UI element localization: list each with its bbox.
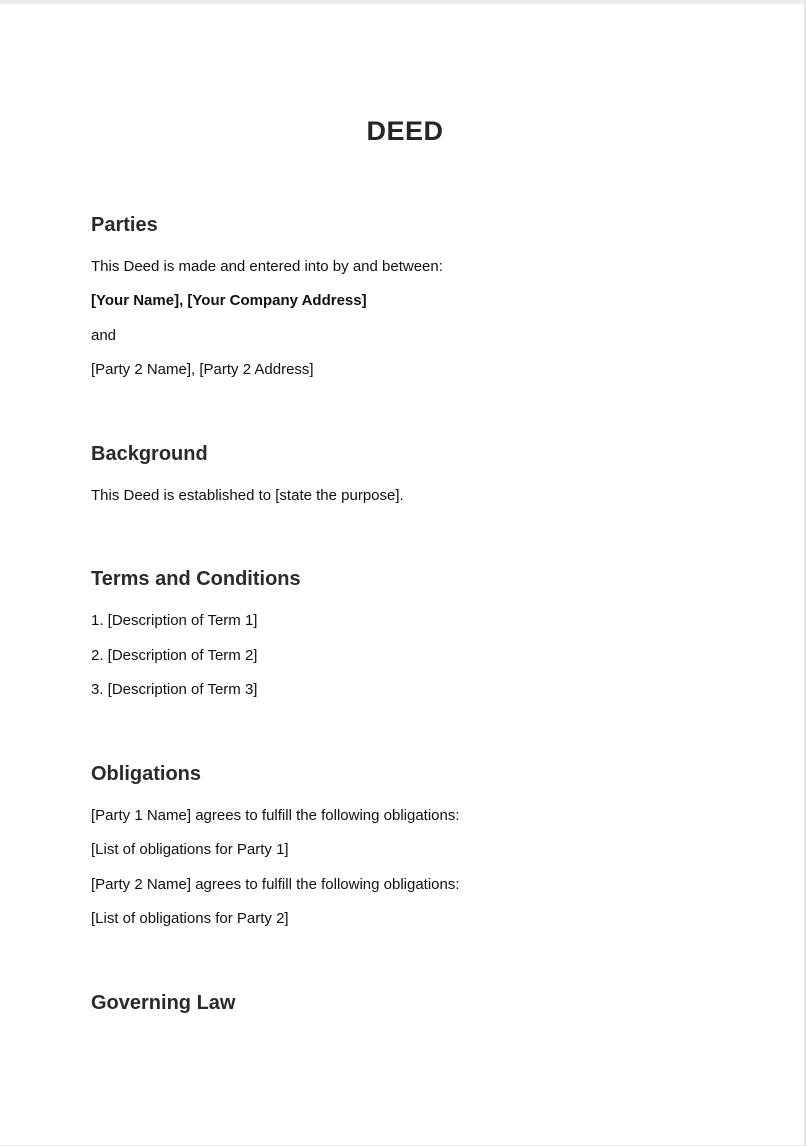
term-item: 2. [Description of Term 2] [91,647,258,664]
section-heading-terms: Terms and Conditions [91,568,301,590]
term-item: 1. [Description of Term 1] [91,612,258,629]
party-2-details: [Party 2 Name], [Party 2 Address] [91,361,314,378]
parties-conjunction: and [91,327,117,344]
document-page [0,4,804,1145]
obligation-line: [Party 1 Name] agrees to fulfill the following obligations: [91,807,460,824]
background-text: This Deed is established to [state the purpose]. [91,487,404,504]
section-heading-obligations: Obligations [91,763,201,785]
term-item: 3. [Description of Term 3] [91,681,258,698]
section-heading-parties: Parties [91,214,158,236]
parties-intro-text: This Deed is made and entered into by and between: [91,258,443,275]
section-heading-governing-law: Governing Law [91,992,236,1014]
obligation-line: [List of obligations for Party 1] [91,841,289,858]
document-title: DEED [366,116,444,146]
section-heading-background: Background [91,443,208,465]
obligation-line: [Party 2 Name] agrees to fulfill the following obligations: [91,876,460,893]
obligation-line: [List of obligations for Party 2] [91,910,289,927]
party-1-details: [Your Name], [Your Company Address] [91,292,367,309]
